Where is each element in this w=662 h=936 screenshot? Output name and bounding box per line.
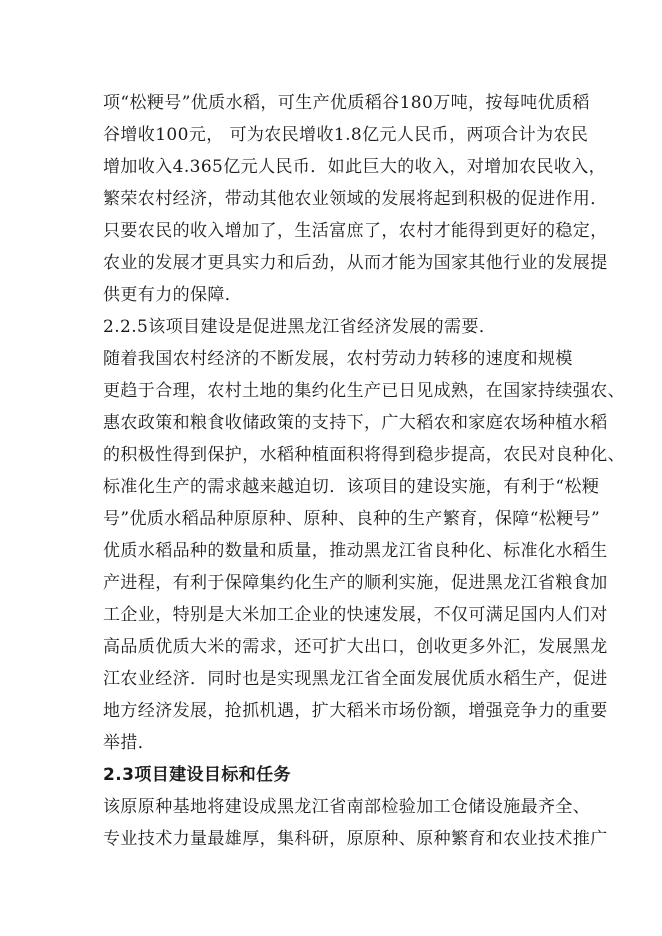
paragraph-line: 产进程，有利于保障集约化生产的顺利实施，促进黑龙江省粮食加: [103, 573, 608, 593]
paragraph-line: 标准化生产的需求越来越迫切．该项目的建设实施，有利于“松粳: [103, 477, 600, 497]
paragraph-line: 惠农政策和粮食收储政策的支持下，广大稻农和家庭农场种植水稻: [103, 413, 608, 433]
paragraph-line: 该原原种基地将建设成黑龙江省南部检验加工仓储设施最齐全、: [103, 797, 591, 817]
paragraph-line: 谷增收100元， 可为农民增收1.8亿元人民币，两项合计为农民: [103, 125, 589, 145]
paragraph-line: 优质水稻品种的数量和质量，推动黑龙江省良种化、标准化水稻生: [103, 541, 608, 561]
paragraph-line: 增加收入4.365亿元人民币．如此巨大的收入，对增加农民收入，: [103, 157, 607, 177]
paragraph-line: 号”优质水稻品种原原种、原种、良种的生产繁育，保障“松粳号”: [103, 509, 601, 529]
paragraph-line: 随着我国农村经济的不断发展，农村劳动力转移的速度和规模: [103, 349, 573, 369]
paragraph-line: 繁荣农村经济，带动其他农业领域的发展将起到积极的促进作用．: [103, 189, 608, 209]
paragraph-line: 只要农民的收入增加了，生活富庶了，农村才能得到更好的稳定，: [103, 221, 608, 241]
paragraph-line: 专业技术力量最雄厚，集科研，原原种、原种繁育和农业技术推广: [103, 829, 608, 849]
paragraph-line: 高品质优质大米的需求，还可扩大出口，创收更多外汇，发展黑龙: [103, 637, 608, 657]
paragraph-line: 供更有力的保障．: [103, 285, 243, 305]
paragraph-line: 工企业，特别是大米加工企业的快速发展，不仅可满足国内人们对: [103, 605, 608, 625]
paragraph-line: 江农业经济．同时也是实现黑龙江省全面发展优质水稻生产，促进: [103, 669, 608, 689]
paragraph-line: 更趋于合理，农村土地的集约化生产已日见成熟，在国家持续强农、: [103, 381, 625, 401]
section-heading-2-2-5: 2.2.5该项目建设是促进黑龙江省经济发展的需要．: [103, 317, 497, 337]
paragraph-line: 项“松粳号”优质水稻，可生产优质稻谷180万吨，按每吨优质稻: [103, 93, 590, 113]
paragraph-line: 农业的发展才更具实力和后劲，从而才能为国家其他行业的发展提: [103, 253, 608, 273]
section-heading-2-3: 2.3项目建设目标和任务: [103, 765, 291, 785]
paragraph-line: 地方经济发展，抢抓机遇，扩大稻米市场份额，增强竞争力的重要: [103, 701, 608, 721]
paragraph-line: 的积极性得到保护，水稻种植面积将得到稳步提高，农民对良种化、: [103, 445, 625, 465]
paragraph-line: 举措．: [103, 733, 156, 753]
